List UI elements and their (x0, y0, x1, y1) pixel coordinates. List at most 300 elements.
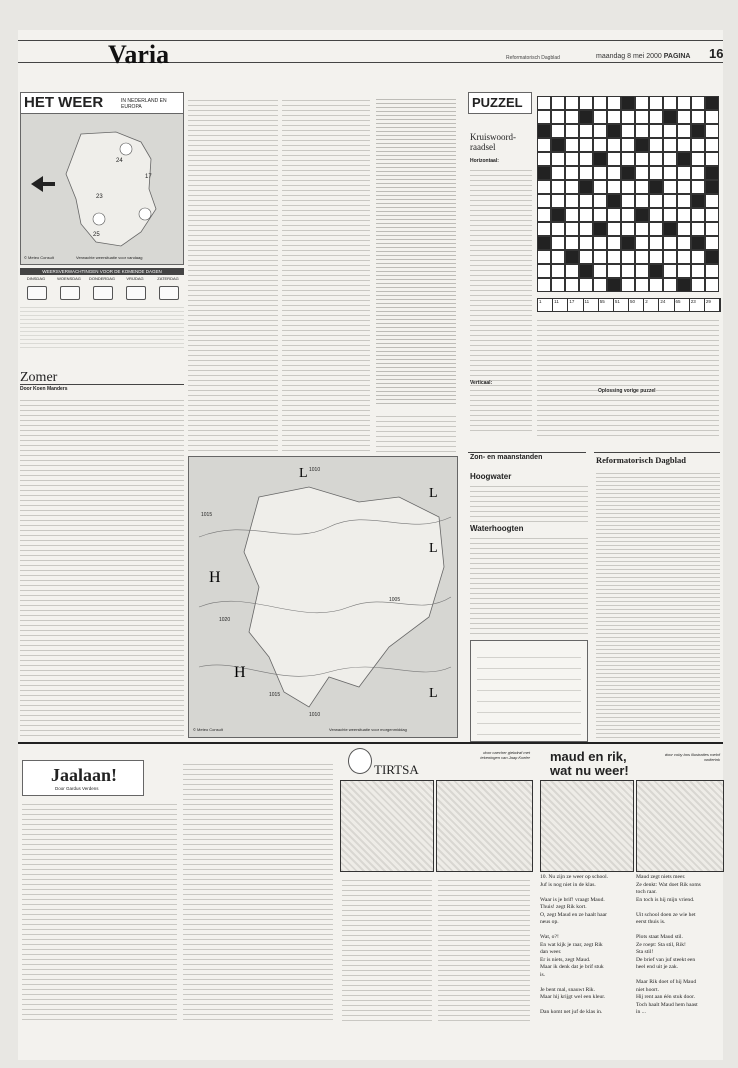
header-paper-name: Reformatorisch Dagblad (506, 55, 560, 61)
crossword-cell (579, 264, 593, 278)
sun-icon (139, 208, 151, 220)
crossword-cell (691, 152, 705, 166)
crossword-cell (649, 194, 663, 208)
weather-icon (126, 286, 146, 300)
crossword-cell (677, 250, 691, 264)
crossword-cell (537, 152, 551, 166)
crossword-cell (663, 180, 677, 194)
comic2-line: Maar Rik doet of hij Maud (636, 979, 697, 985)
comic-text-1 (342, 876, 432, 1021)
crossword-cell (677, 110, 691, 124)
crossword-cell (565, 222, 579, 236)
map-credit: © Meteo Consult (24, 255, 54, 260)
weather-icon (93, 286, 113, 300)
crossword-cell (691, 96, 705, 110)
comic2-line: eerst thuis is. (636, 919, 666, 925)
isobar-value: 1010 (309, 712, 321, 718)
crossword-cell (537, 194, 551, 208)
crossword-cell (649, 124, 663, 138)
comic2-line: is. (540, 971, 546, 978)
crossword-cell (705, 278, 719, 292)
comic2-line: De brief van juf steekt een (636, 956, 696, 963)
story-column-2 (183, 760, 333, 1020)
crossword-cell (649, 138, 663, 152)
crossword-cell (677, 236, 691, 250)
crossword-cell (537, 138, 551, 152)
crossword-cell (551, 180, 565, 194)
comic2-line: O, zegt Maud en ze haalt haar (540, 911, 607, 918)
comic2-line (636, 927, 722, 935)
comic-panel (340, 780, 434, 872)
comic2-line (540, 889, 634, 897)
crossword-cell (621, 222, 635, 236)
puzzle-title: Kruiswoord- raadsel (470, 132, 516, 152)
netherlands-map-svg (21, 114, 183, 264)
comic-panel (436, 780, 533, 872)
comic2-line: Maar ik denk dat je brif stuk (540, 964, 604, 970)
crossword-cell (593, 208, 607, 222)
crossword-cell (691, 194, 705, 208)
crossword-cell (649, 110, 663, 124)
weather-icon (60, 286, 80, 300)
comic2-line (540, 979, 634, 987)
crossword-cell (677, 180, 691, 194)
crossword-cell (663, 278, 677, 292)
puzzle-logo-box (468, 92, 532, 114)
crossword-cell (537, 250, 551, 264)
crossword-cell (649, 222, 663, 236)
crossword-cell (565, 194, 579, 208)
comic-text-2 (438, 876, 530, 1021)
crossword-cell (621, 180, 635, 194)
crossword-cell (593, 250, 607, 264)
crossword-cell (565, 138, 579, 152)
crossword-cell (677, 264, 691, 278)
forecast-table-text (20, 304, 184, 348)
crossword-cell (593, 194, 607, 208)
comic2-credit: door coby bos illustraties roelof wolterink (664, 752, 720, 762)
crossword-cell (705, 124, 719, 138)
crossword-cell (663, 110, 677, 124)
forecast-day: DINSDAG (26, 276, 46, 281)
forecast-day: VRIJDAG (126, 276, 144, 281)
answer-cell: 50 (629, 299, 644, 311)
crossword-cell (565, 152, 579, 166)
clues-text-2 (537, 316, 719, 436)
europe-weather-text-2 (282, 96, 370, 452)
crossword-cell (663, 194, 677, 208)
map-caption: Verwachte weersituatie voor vandaag (76, 255, 143, 260)
crossword-cell (607, 278, 621, 292)
answer-cell: 55 (599, 299, 614, 311)
comic-credit: door caecher giebdraf met tekeningen van Jaap Koeler (480, 750, 530, 760)
crossword-cell (705, 152, 719, 166)
answer-cell: 11 (584, 299, 599, 311)
crossword-cell (607, 180, 621, 194)
answer-cell: 1 (538, 299, 553, 311)
crossword-cell (705, 180, 719, 194)
answer-cell: 2 (644, 299, 659, 311)
crossword-cell (677, 194, 691, 208)
crossword-cell (593, 222, 607, 236)
crossword-cell (663, 208, 677, 222)
weather-icon (27, 286, 47, 300)
crossword-cell (691, 138, 705, 152)
crossword-cell (537, 208, 551, 222)
comic2-line: Uit school doen ze wie het (636, 911, 696, 918)
crossword-cell (649, 166, 663, 180)
crossword-cell (579, 152, 593, 166)
crossword-cell (621, 236, 635, 250)
crossword-cell (537, 124, 551, 138)
crossword-cell (705, 208, 719, 222)
forecast-day: WOENSDAG (57, 276, 81, 281)
crossword-cell (551, 222, 565, 236)
answer-cell: 11 (553, 299, 568, 311)
crossword-cell (705, 110, 719, 124)
crossword-cell (565, 208, 579, 222)
solution-label: Oplossing vorige puzzel (598, 388, 656, 394)
comic2-line: Hij rent aan één stuk door. (636, 994, 696, 1000)
crossword-cell (593, 180, 607, 194)
answer-cell: 65 (675, 299, 690, 311)
crossword-cell (621, 124, 635, 138)
crossword-cell (565, 250, 579, 264)
crossword-cell (705, 194, 719, 208)
comic2-line: Maud zegt niets meer. (636, 874, 686, 880)
header-date: maandag 8 mei 2000 PAGINA (596, 53, 691, 60)
crossword-cell (649, 236, 663, 250)
crossword-cell (607, 236, 621, 250)
crossword-cell (579, 110, 593, 124)
crossword-cell (565, 96, 579, 110)
crossword-cell (649, 278, 663, 292)
comic2-line: Plots staat Maud stil. (636, 934, 683, 940)
crossword-cell (635, 278, 649, 292)
crossword-cell (663, 222, 677, 236)
crossword-cell (537, 222, 551, 236)
crossword-cell (593, 138, 607, 152)
comic2-panel (636, 780, 724, 872)
weather-legend (470, 640, 588, 742)
isobar-value: 1015 (201, 512, 213, 518)
answer-cell: 51 (614, 299, 629, 311)
crossword-cell (635, 124, 649, 138)
clues-horizontal-label: Horizontaal: (470, 158, 499, 164)
crossword-cell (565, 264, 579, 278)
answer-cell: 17 (568, 299, 583, 311)
map-caption: Verwachte weersituatie voor morgenmiddag (329, 727, 407, 732)
crossword-cell (537, 278, 551, 292)
crossword-cell (537, 110, 551, 124)
forecast-day: DONDERDAG (88, 276, 115, 281)
crossword-cell (705, 96, 719, 110)
sun-icon (120, 143, 132, 155)
city-temperature-table (376, 96, 456, 406)
crossword-cell (663, 124, 677, 138)
masthead-title: Reformatorisch Dagblad (596, 455, 686, 465)
crossword-cell (635, 166, 649, 180)
low-pressure-label: L (429, 541, 438, 556)
crossword-cell (649, 250, 663, 264)
comic2-line: Wat, o?! (540, 934, 559, 940)
weather-article-body (20, 396, 184, 736)
crossword-cell (607, 222, 621, 236)
crossword-cell (691, 110, 705, 124)
comic2-line: En wat kijk je raar, zegt Rik (540, 941, 603, 948)
crossword-cell (649, 96, 663, 110)
crossword-cell (551, 96, 565, 110)
comic2-line: Ze roept: Sta stil, Rik! (636, 941, 686, 948)
weather-byline: Door Koen Manders (20, 386, 68, 392)
crossword-cell (551, 264, 565, 278)
crossword-cell (691, 236, 705, 250)
story-logo-box (22, 760, 144, 796)
crossword-cell (565, 166, 579, 180)
water-title: Hoogwater (470, 472, 512, 481)
isobar-value: 1005 (389, 597, 401, 603)
crossword-cell (593, 264, 607, 278)
comic2-line (540, 927, 634, 935)
section-title: Varia (108, 40, 170, 69)
crossword-cell (593, 96, 607, 110)
crossword-cell (565, 236, 579, 250)
crossword-cell (537, 180, 551, 194)
weather-headline: Zomer (20, 370, 58, 385)
tirtsa-logo-icon (348, 748, 372, 774)
crossword-cell (663, 264, 677, 278)
crossword-cell (635, 152, 649, 166)
europe-map-svg (189, 457, 457, 737)
isobar-value: 1015 (269, 692, 281, 698)
crossword-cell (593, 124, 607, 138)
weather-logo: HET WEER (24, 94, 104, 111)
crossword-cell (677, 96, 691, 110)
clues-vertical-label: Verticaal: (470, 380, 493, 386)
crossword-cell (537, 264, 551, 278)
crossword-cell (677, 138, 691, 152)
isobar-value: 1020 (219, 617, 231, 623)
comic2-line: 10. Nu zijn ze weer op school. (540, 874, 609, 880)
crossword-cell (607, 124, 621, 138)
answer-cell: 24 (659, 299, 674, 311)
comic2-line: Thuis! zegt Rik kort. (540, 904, 587, 910)
comic2-line: heel end uit je zak. (636, 964, 679, 970)
crossword-cell (607, 264, 621, 278)
comic2-line: Sta stil! (636, 949, 654, 955)
crossword-cell (551, 208, 565, 222)
crossword-cell (691, 264, 705, 278)
comic2-line: Maar hij krijgt wel een kleur. (540, 994, 606, 1000)
crossword-cell (691, 180, 705, 194)
netherlands-map (20, 113, 184, 265)
water-heights-title: Waterhoogten (470, 524, 524, 533)
crossword-cell (705, 222, 719, 236)
map-temp: 23 (96, 194, 103, 200)
crossword-cell (621, 208, 635, 222)
high-pressure-label: H (234, 664, 246, 681)
crossword-cell (551, 278, 565, 292)
story-column-1 (22, 800, 177, 1020)
high-water-text (470, 482, 588, 522)
puzzle-logo: PUZZEL (472, 95, 523, 110)
weather-logo-box (20, 92, 184, 114)
comic2-line: dan weer. (540, 949, 562, 955)
crossword-cell (607, 250, 621, 264)
answer-cell: 29 (705, 299, 720, 311)
crossword-cell (663, 96, 677, 110)
crossword-cell (705, 264, 719, 278)
crossword-cell (593, 236, 607, 250)
comic2-line: Je bent mal, snauwt Rik. (540, 986, 595, 993)
crossword-cell (621, 264, 635, 278)
crossword-cell (565, 110, 579, 124)
crossword-cell (677, 166, 691, 180)
europe-weather-text (188, 96, 278, 452)
crossword-cell (705, 138, 719, 152)
crossword-cell (607, 152, 621, 166)
comic2-text-1 (540, 874, 634, 1017)
crossword-cell (579, 180, 593, 194)
crossword-cell (635, 180, 649, 194)
crossword-cell (551, 236, 565, 250)
crossword-cell (663, 236, 677, 250)
crossword-cell (551, 250, 565, 264)
crossword-cell (551, 138, 565, 152)
crossword-cell (607, 166, 621, 180)
crossword-cell (649, 264, 663, 278)
comic2-text-2 (636, 874, 722, 1017)
map-temp: 17 (145, 174, 152, 180)
crossword-cell (621, 110, 635, 124)
crossword-cell (621, 194, 635, 208)
comic2-line: Ze denkt: Wat doet Rik soms (636, 881, 701, 888)
comic2-line: Waar is je brif! vraagt Maud. (540, 896, 605, 903)
comic2-line: En toch is hij mijn vriend. (636, 896, 695, 903)
crossword-cell (593, 166, 607, 180)
crossword-cell (663, 152, 677, 166)
crossword-cell (691, 124, 705, 138)
crossword-cell (551, 124, 565, 138)
crossword-cell (579, 138, 593, 152)
europe-map (188, 456, 458, 738)
crossword-cell (537, 236, 551, 250)
crossword-cell (607, 194, 621, 208)
weather-logo-sub: IN NEDERLAND EN EUROPA (121, 98, 167, 110)
crossword-cell (579, 278, 593, 292)
map-temp: 24 (116, 158, 123, 164)
sun-icon (93, 213, 105, 225)
crossword-cell (565, 124, 579, 138)
map-credit: © Meteo Consult (193, 727, 223, 732)
crossword-cell (705, 236, 719, 250)
crossword-cell (705, 166, 719, 180)
crossword-cell (551, 152, 565, 166)
crossword-cell (677, 124, 691, 138)
crossword-cell (649, 152, 663, 166)
low-pressure-label: L (429, 486, 438, 501)
crossword-cell (537, 96, 551, 110)
crossword-cell (551, 194, 565, 208)
crossword-cell (607, 96, 621, 110)
comic2-line: Dan komt net juf de klas in. (540, 1009, 603, 1015)
comic2-line: niet hoort. (636, 986, 659, 993)
comic2-panel (540, 780, 634, 872)
crossword-cell (579, 124, 593, 138)
crossword-cell (551, 166, 565, 180)
crossword-cell (663, 166, 677, 180)
water-heights-text (470, 534, 588, 634)
crossword-cell (635, 250, 649, 264)
comic2-line: toch raar. (636, 889, 657, 895)
crossword-cell (691, 208, 705, 222)
comic2-line (636, 972, 722, 980)
crossword-cell (635, 236, 649, 250)
crossword-cell (593, 278, 607, 292)
comic2-line: Er is niets, zegt Maud. (540, 956, 591, 963)
crossword-cell (649, 208, 663, 222)
comic-title: TIRTSA (374, 762, 419, 777)
crossword-cell (621, 152, 635, 166)
comic2-line: Juf is nog niet in de klas. (540, 881, 596, 888)
weather-icon (159, 286, 179, 300)
crossword-cell (663, 138, 677, 152)
crossword-cell (579, 208, 593, 222)
greece-weather-text (376, 412, 456, 456)
crossword-cell (663, 250, 677, 264)
comic2-line (540, 1002, 634, 1010)
crossword-cell (635, 222, 649, 236)
crossword-cell (551, 110, 565, 124)
crossword-cell (565, 278, 579, 292)
story-title: Jaalaan! (51, 765, 118, 785)
crossword-cell (565, 180, 579, 194)
crossword-cell (677, 208, 691, 222)
comic2-line (636, 904, 722, 912)
comic2-line: in ... (636, 1009, 646, 1015)
story-byline: Door Gardus Verdens (55, 786, 99, 791)
crossword-cell (635, 194, 649, 208)
page-number: 16 (709, 46, 724, 61)
comic2-line: neus op. (540, 919, 559, 925)
netherlands-shape (66, 132, 156, 246)
crossword-cell (579, 166, 593, 180)
crossword-cell (635, 110, 649, 124)
crossword-cell (691, 278, 705, 292)
crossword-cell (635, 208, 649, 222)
low-pressure-label: L (299, 466, 308, 481)
crossword-cell (537, 166, 551, 180)
crossword-cell (607, 138, 621, 152)
crossword-cell (677, 222, 691, 236)
high-pressure-label: H (209, 569, 221, 586)
crossword-cell (635, 264, 649, 278)
forecast-days (20, 276, 184, 352)
colophon-text (596, 470, 720, 738)
crossword-cell (705, 250, 719, 264)
crossword-cell (621, 250, 635, 264)
crossword-cell (691, 250, 705, 264)
crossword-cell (579, 96, 593, 110)
sun-moon-title: Zon- en maanstanden (470, 454, 543, 461)
crossword-cell (579, 250, 593, 264)
crossword-cell (691, 222, 705, 236)
crossword-grid (537, 96, 719, 292)
clues-text (470, 166, 532, 434)
crossword-cell (579, 194, 593, 208)
crossword-cell (579, 222, 593, 236)
crossword-cell (621, 96, 635, 110)
